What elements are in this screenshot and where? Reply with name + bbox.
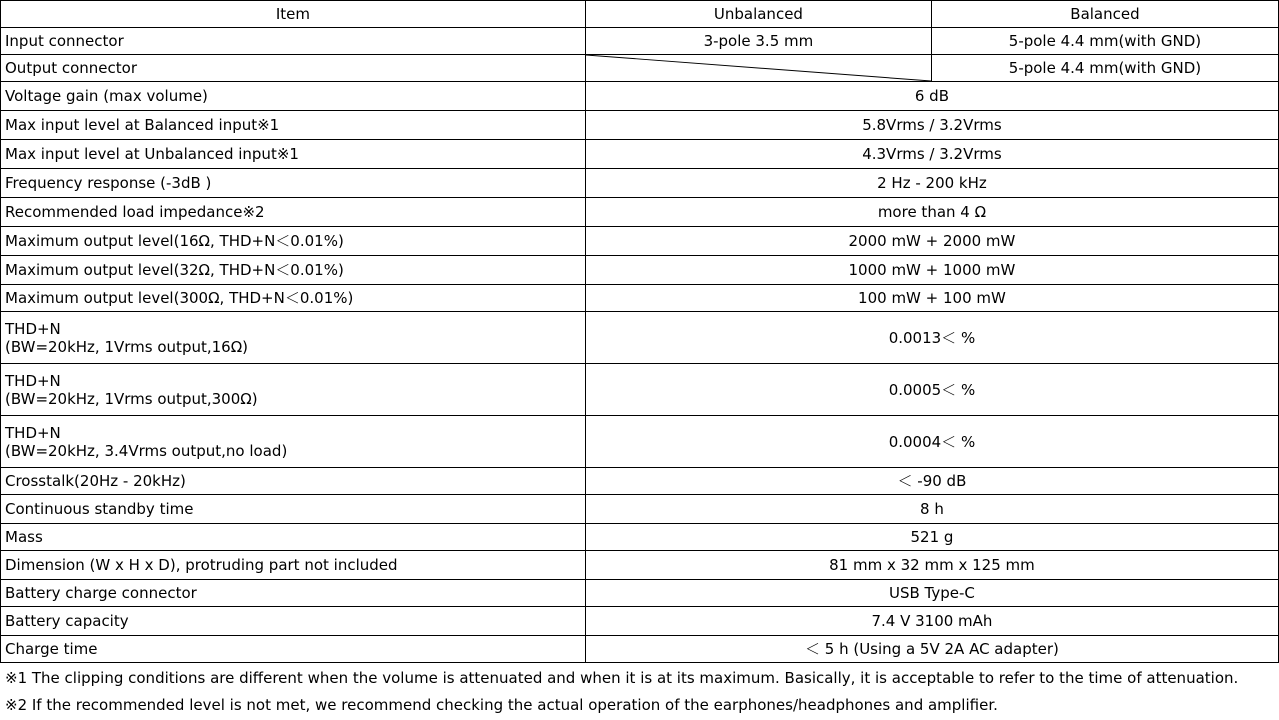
row-value: 6 dB — [585, 82, 1278, 111]
row-label-line2: (BW=20kHz, 1Vrms output,300Ω) — [5, 389, 258, 408]
row-value: 8 h — [585, 495, 1278, 524]
row-value: 521 g — [585, 524, 1278, 551]
row-label-line2: (BW=20kHz, 1Vrms output,16Ω) — [5, 337, 249, 356]
row-value: 100 mW + 100 mW — [585, 285, 1278, 312]
row-value-balanced: 5-pole 4.4 mm(with GND) — [931, 55, 1278, 82]
header-balanced: Balanced — [931, 1, 1278, 28]
row-value: 0.0004＜ % — [585, 416, 1278, 468]
row-label: Battery charge connector — [1, 580, 586, 607]
row-label: Frequency response (-3dB ) — [1, 169, 586, 198]
row-value: 0.0005＜ % — [585, 364, 1278, 416]
row-label — [1, 416, 586, 468]
row-label: Output connector — [1, 55, 586, 82]
table-row — [1, 198, 1279, 227]
row-label: Mass — [1, 524, 586, 551]
row-value: USB Type-C — [585, 580, 1278, 607]
row-label — [1, 312, 586, 364]
table-row — [1, 227, 1279, 256]
row-label: Crosstalk(20Hz - 20kHz) — [1, 468, 586, 495]
table-row — [1, 111, 1279, 140]
table-row — [1, 580, 1279, 607]
row-label-line2: (BW=20kHz, 3.4Vrms output,no load) — [5, 441, 288, 460]
diagonal-line — [586, 55, 931, 81]
row-label: Max input level at Unbalanced input※1 — [1, 140, 586, 169]
not-applicable-cell — [585, 55, 931, 82]
row-label-line1: THD+N — [5, 319, 61, 338]
table-row — [1, 82, 1279, 111]
row-label: Maximum output level(300Ω, THD+N＜0.01%) — [1, 285, 586, 312]
table-row — [1, 169, 1279, 198]
row-label: Recommended load impedance※2 — [1, 198, 586, 227]
table-row — [1, 416, 1279, 468]
row-value-unbalanced: 3-pole 3.5 mm — [585, 28, 931, 55]
table-row — [1, 28, 1279, 55]
table-row — [1, 524, 1279, 551]
table-row — [1, 636, 1279, 663]
row-label: Input connector — [1, 28, 586, 55]
row-label-line1: THD+N — [5, 423, 61, 442]
row-label: Continuous standby time — [1, 495, 586, 524]
row-label: Dimension (W x H x D), protruding part not included — [1, 551, 586, 580]
table-row — [1, 312, 1279, 364]
footnote-2: ※2 If the recommended level is not met, we recommend checking the actual operation of the earphones/headphones and amplifier. — [5, 696, 998, 714]
table-row — [1, 495, 1279, 524]
table-row — [1, 256, 1279, 285]
header-item: Item — [1, 1, 586, 28]
row-label: Charge time — [1, 636, 586, 663]
table-row — [1, 468, 1279, 495]
row-value: 4.3Vrms / 3.2Vrms — [585, 140, 1278, 169]
header-row — [1, 1, 1279, 28]
row-label: Maximum output level(16Ω, THD+N＜0.01%) — [1, 227, 586, 256]
row-label-line1: THD+N — [5, 371, 61, 390]
footnote-1: ※1 The clipping conditions are different when the volume is attenuated and when it is at its maximum. Basically, it is acceptable to refer to the time of attenuation. — [5, 669, 1239, 687]
row-label — [1, 364, 586, 416]
table-row — [1, 55, 1279, 82]
row-label: Voltage gain (max volume) — [1, 82, 586, 111]
table-row — [1, 140, 1279, 169]
row-value: ＜ -90 dB — [585, 468, 1278, 495]
table-row — [1, 607, 1279, 636]
row-value: ＜ 5 h (Using a 5V 2A AC adapter) — [585, 636, 1278, 663]
row-value: more than 4 Ω — [585, 198, 1278, 227]
table-row — [1, 551, 1279, 580]
row-value: 1000 mW + 1000 mW — [585, 256, 1278, 285]
row-value: 7.4 V 3100 mAh — [585, 607, 1278, 636]
row-label: Battery capacity — [1, 607, 586, 636]
row-value: 0.0013＜ % — [585, 312, 1278, 364]
row-value: 2 Hz - 200 kHz — [585, 169, 1278, 198]
row-value: 2000 mW + 2000 mW — [585, 227, 1278, 256]
table-row — [1, 285, 1279, 312]
row-label: Maximum output level(32Ω, THD+N＜0.01%) — [1, 256, 586, 285]
row-label: Max input level at Balanced input※1 — [1, 111, 586, 140]
row-value: 81 mm x 32 mm x 125 mm — [585, 551, 1278, 580]
header-unbalanced: Unbalanced — [585, 1, 931, 28]
row-value: 5.8Vrms / 3.2Vrms — [585, 111, 1278, 140]
table-row — [1, 364, 1279, 416]
row-value-balanced: 5-pole 4.4 mm(with GND) — [931, 28, 1278, 55]
